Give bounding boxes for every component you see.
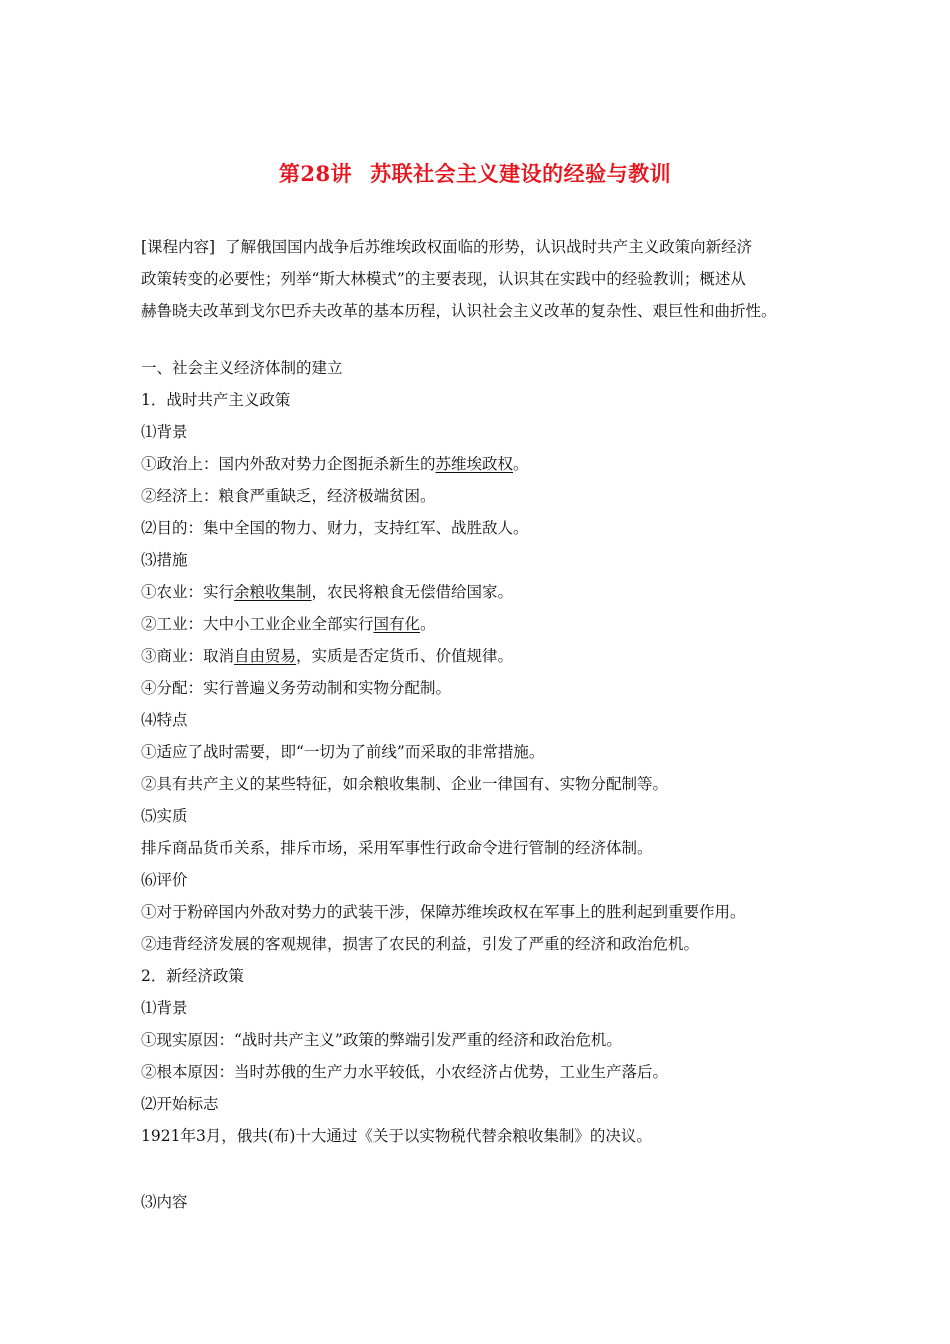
subsection-heading: 1．战时共产主义政策 [141, 391, 291, 409]
item-heading: ⑶措施 [141, 551, 188, 569]
list-item: ①现实原因：“战时共产主义”政策的弊端引发严重的经济和政治危机。 [141, 1031, 622, 1049]
item-heading: ⑵目的：集中全国的物力、财力，支持红军、战胜敌人。 [141, 519, 529, 537]
list-item: ②根本原因：当时苏俄的生产力水平较低，小农经济占优势，工业生产落后。 [141, 1063, 669, 1081]
item-heading: ⑴背景 [141, 999, 188, 1017]
list-item: ①对于粉碎国内外敌对势力的武装干涉，保障苏维埃政权在军事上的胜利起到重要作用。 [141, 903, 746, 921]
list-item: ②经济上：粮食严重缺乏，经济极端贫困。 [141, 487, 436, 505]
list-item: ①农业：实行余粮收集制，农民将粮食无偿借给国家。 [141, 583, 514, 601]
item-heading: ⑴背景 [141, 423, 188, 441]
list-item: ①适应了战时需要，即“一切为了前线”而采取的非常措施。 [141, 743, 545, 761]
list-item: ③商业：取消自由贸易，实质是否定货币、价值规律。 [141, 647, 514, 665]
page-title [0, 158, 950, 188]
intro-line: [课程内容] 了解俄国国内战争后苏维埃政权面临的形势，认识战时共产主义政策向新经济 [141, 238, 753, 256]
section-heading: 一、社会主义经济体制的建立 [141, 359, 343, 377]
underlined-term: 苏维埃政权 [435, 455, 514, 473]
list-item: ②具有共产主义的某些特征，如余粮收集制、企业一律国有、实物分配制等。 [141, 775, 669, 793]
item-heading: ⑸实质 [141, 807, 188, 825]
item-heading: ⑵开始标志 [141, 1095, 219, 1113]
lecture-title: 苏联社会主义建设的经验与教训 [370, 161, 672, 186]
paragraph: 1921年3月，俄共(布)十大通过《关于以实物税代替余粮收集制》的决议。 [141, 1127, 652, 1145]
underlined-term: 余粮收集制 [234, 583, 312, 601]
subsection-heading: 2．新经济政策 [141, 967, 244, 985]
item-heading: ⑹评价 [141, 871, 188, 889]
underlined-term: 国有化 [373, 615, 421, 633]
course-content-tag: [课程内容] [141, 238, 216, 256]
list-item: ④分配：实行普遍义务劳动制和实物分配制。 [141, 679, 452, 697]
list-item: ②工业：大中小工业企业全部实行国有化。 [141, 615, 436, 633]
item-heading: ⑷特点 [141, 711, 188, 729]
document-body [141, 352, 821, 1218]
intro-line: 赫鲁晓夫改革到戈尔巴乔夫改革的基本历程，认识社会主义改革的复杂性、艰巨性和曲折性。 [141, 302, 777, 320]
lecture-number: 第28讲 [278, 161, 353, 186]
intro-line: 政策转变的必要性；列举“斯大林模式”的主要表现，认识其在实践中的经验教训；概述从 [141, 270, 746, 288]
list-item: ②违背经济发展的客观规律，损害了农民的利益，引发了严重的经济和政治危机。 [141, 935, 700, 953]
paragraph: 排斥商品货币关系，排斥市场，采用军事性行政命令进行管制的经济体制。 [141, 839, 653, 857]
course-content-intro [141, 231, 821, 327]
list-item: ①政治上：国内外敌对势力企图扼杀新生的苏维埃政权。 [141, 455, 529, 473]
underlined-term: 自由贸易 [234, 647, 297, 665]
item-heading: ⑶内容 [141, 1193, 188, 1211]
